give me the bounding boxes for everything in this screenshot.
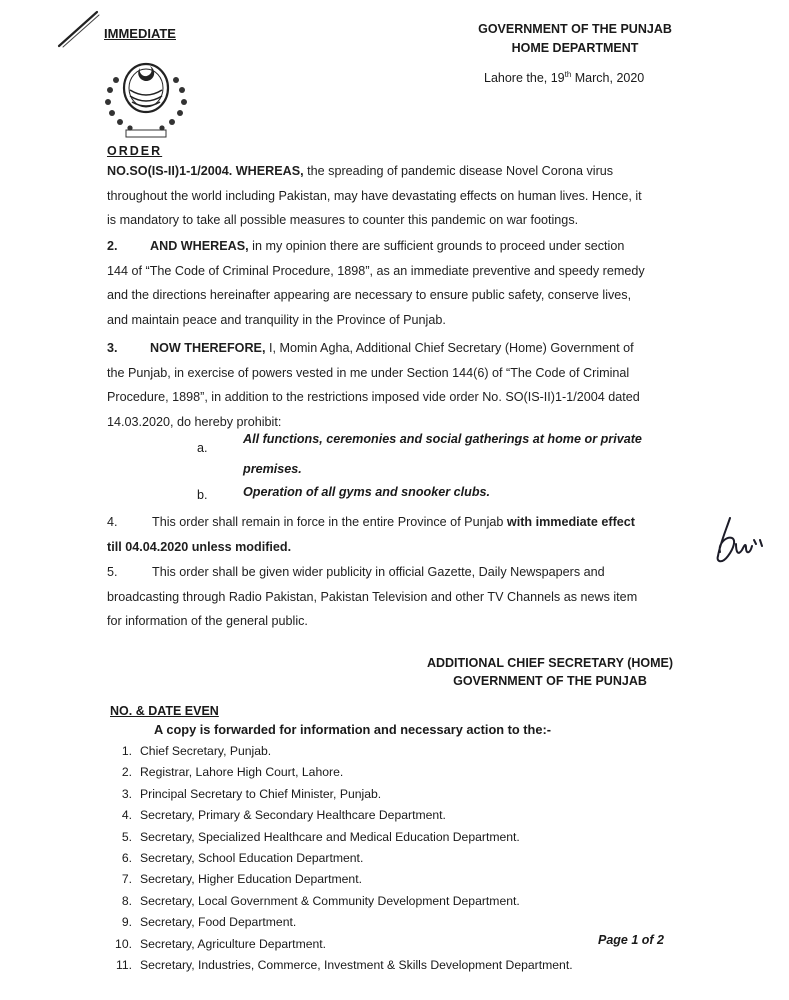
paragraph-2: [107, 234, 687, 332]
prohibition-a-label: a.: [197, 441, 208, 455]
department-heading: HOME DEPARTMENT: [511, 41, 639, 55]
list-item-text: Secretary, Food Department.: [140, 915, 297, 930]
p2-lead: AND WHEREAS,: [150, 239, 249, 253]
p5-line2: broadcasting through Radio Pakistan, Pakistan Television and other TV Channels as news item: [107, 589, 638, 604]
list-item-text: Chief Secretary, Punjab.: [140, 744, 272, 758]
list-item-number: 8.: [121, 893, 132, 908]
list-item: [112, 912, 652, 933]
p4-line1: This order shall remain in force in the entire Province of Punjab: [152, 515, 507, 529]
list-item-number: 5.: [121, 829, 132, 844]
paragraph-3: [107, 336, 687, 434]
signatory-title: ADDITIONAL CHIEF SECRETARY (HOME): [426, 656, 674, 670]
p2-line1: in my opinion there are sufficient grounds to proceed under section: [248, 239, 625, 253]
list-item-number: 2.: [121, 765, 132, 780]
list-item-text: Secretary, Specialized Healthcare and Medical Education Department.: [140, 829, 520, 844]
list-item-text: Secretary, School Education Department.: [140, 850, 364, 865]
date-prefix: Lahore the, 19: [484, 71, 565, 86]
list-item: [112, 891, 652, 912]
list-item-text: Secretary, Industries, Commerce, Investment & Skills Development Department.: [140, 957, 573, 972]
list-item-number: 7.: [121, 872, 132, 887]
handwritten-signature: [706, 510, 776, 566]
government-heading: GOVERNMENT OF THE PUNJAB: [478, 22, 672, 36]
prohibition-b-line1: Operation of all gyms and snooker clubs.: [243, 485, 491, 499]
list-item: [112, 784, 652, 805]
p5-line1: This order shall be given wider publicity in official Gazette, Daily Newspapers and: [152, 565, 605, 579]
reference-line: NO. & DATE EVEN: [110, 704, 219, 718]
p1-lead: NO.SO(IS-II)1-1/2004. WHEREAS,: [107, 164, 304, 178]
prohibition-a-line1: All functions, ceremonies and social gatherings at home or private: [243, 432, 642, 446]
list-item-number: 9.: [121, 915, 132, 930]
list-item-number: 6.: [121, 850, 132, 865]
page-number: Page 1 of 2: [598, 933, 664, 947]
list-item-text: Secretary, Primary & Secondary Healthcare Department.: [140, 808, 446, 823]
punjab-emblem-icon: [96, 50, 196, 140]
list-item: [112, 762, 652, 783]
list-item-text: Principal Secretary to Chief Minister, Punjab.: [140, 786, 382, 801]
list-item: [112, 827, 652, 848]
list-item-number: 4.: [121, 808, 132, 823]
p2-number: 2.: [107, 239, 118, 253]
list-item-text: Secretary, Local Government & Community Development Department.: [140, 893, 520, 908]
p3-lead: NOW THEREFORE,: [150, 341, 266, 355]
list-item-number: 3.: [121, 786, 132, 801]
p4-bold2: till 04.04.2020 unless modified.: [107, 539, 292, 554]
list-item: [112, 869, 652, 890]
p4-number: 4.: [107, 515, 118, 529]
list-item-number: 11.: [115, 957, 132, 972]
paragraph-1: [107, 159, 687, 233]
list-item: [112, 741, 652, 762]
list-item: [112, 805, 652, 826]
list-item-text: Secretary, Higher Education Department.: [140, 872, 362, 887]
p2-line2: 144 of “The Code of Criminal Procedure, 1898”, as an immediate preventive and speedy remedy: [107, 263, 645, 278]
prohibition-a-line2: premises.: [243, 462, 302, 476]
p1-line1: the spreading of pandemic disease Novel Corona virus: [303, 164, 614, 178]
list-item: [112, 848, 652, 869]
date-sup: th: [564, 70, 572, 79]
p3-line3: Procedure, 1898”, in addition to the restrictions imposed vide order No. SO(IS-II)1-1/2004 dated: [107, 390, 640, 404]
p2-line3: and the directions hereinafter appearing are necessary to ensure public safety, conserve lives,: [107, 288, 632, 302]
order-heading: ORDER: [107, 144, 163, 158]
p5-number: 5.: [107, 565, 118, 579]
pen-mark: [55, 8, 105, 50]
immediate-stamp: IMMEDIATE: [104, 26, 176, 41]
distribution-list: [112, 741, 652, 976]
list-item-text: Secretary, Agriculture Department.: [140, 936, 327, 951]
list-item-number: 10.: [115, 936, 132, 951]
p3-line1: I, Momin Agha, Additional Chief Secretary (Home) Government of: [265, 341, 634, 355]
list-item-number: 1.: [121, 744, 132, 758]
p1-line3: is mandatory to take all possible measures to counter this pandemic on war footings.: [107, 213, 579, 227]
distribution-intro: A copy is forwarded for information and necessary action to the:-: [154, 722, 552, 737]
signatory-government: GOVERNMENT OF THE PUNJAB: [453, 674, 647, 688]
p4-bold1: with immediate effect: [506, 515, 635, 529]
list-item: [112, 955, 652, 976]
paragraph-4: [107, 510, 697, 559]
p1-line2: throughout the world including Pakistan, may have devastating effects on human lives. Hence, it: [107, 188, 642, 203]
p3-line2: the Punjab, in exercise of powers vested in me under Section 144(6) of “The Code of Criminal: [107, 365, 630, 380]
p5-line3: for information of the general public.: [107, 614, 308, 628]
prohibition-b-label: b.: [197, 488, 208, 502]
p3-number: 3.: [107, 341, 118, 355]
paragraph-5: [107, 560, 687, 634]
list-item-text: Registrar, Lahore High Court, Lahore.: [140, 765, 344, 780]
list-item: [112, 934, 652, 955]
p3-line4: 14.03.2020, do hereby prohibit:: [107, 414, 282, 429]
p2-line4: and maintain peace and tranquility in the Province of Punjab.: [107, 312, 446, 327]
order-date: [484, 70, 644, 85]
date-suffix: March, 2020: [571, 71, 645, 86]
